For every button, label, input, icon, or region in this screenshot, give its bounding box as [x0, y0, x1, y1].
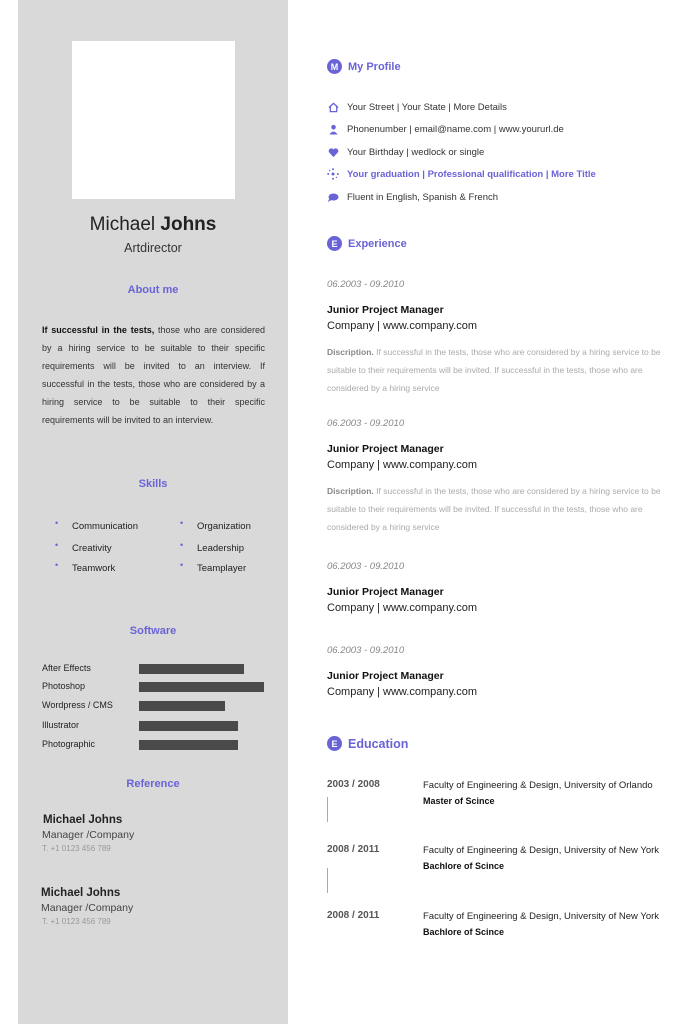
education-badge: E	[327, 736, 342, 751]
reference-name: Michael Johns	[43, 814, 123, 826]
software-label: Illustrator	[42, 720, 80, 730]
experience-date: 06.2003 - 09.2010	[327, 418, 405, 429]
bullet-icon: •	[180, 560, 184, 570]
bullet-icon: •	[55, 540, 59, 550]
experience-title: Junior Project Manager	[327, 670, 444, 682]
experience-company: Company | www.company.com	[327, 686, 477, 698]
heart-icon	[327, 146, 339, 158]
education-years: 2003 / 2008	[327, 779, 380, 790]
profile-address-row: Your Street | Your State | More Details	[327, 101, 507, 113]
education-years: 2008 / 2011	[327, 910, 380, 921]
about-bold: If successful in the tests,	[42, 325, 155, 335]
skill-item: • Organization	[180, 518, 251, 532]
education-heading	[327, 736, 408, 751]
profile-contact-row: Phonenumber | email@name.com | www.yoururl.de	[327, 123, 564, 135]
bullet-icon: •	[55, 518, 59, 528]
profile-qualification-row: Your graduation | Professional qualification | More Title	[327, 168, 596, 180]
reference-name: Michael Johns	[41, 887, 121, 899]
software-label: After Effects	[42, 663, 91, 673]
education-degree: Bachlore of Scince	[423, 927, 505, 937]
reference-role: Manager /Company	[42, 829, 135, 841]
skill-item: • Leadership	[180, 540, 245, 554]
education-heading-label: Education	[348, 736, 409, 751]
skills-heading: Skills	[138, 478, 168, 490]
name-first: Michael	[89, 214, 156, 235]
experience-company: Company | www.company.com	[327, 602, 477, 614]
person-icon	[327, 123, 339, 135]
profile-photo-placeholder	[72, 41, 235, 199]
person-name	[18, 214, 288, 236]
reference-heading: Reference	[126, 778, 180, 790]
experience-description: Discription. If successful in the tests, those who are considered by a hiring service to be suitable to their requirements will be invited. If successful in the tests, those who are considered by a hiring service	[327, 486, 661, 532]
chat-icon	[327, 191, 339, 203]
software-level-bar	[139, 664, 244, 674]
experience-title: Junior Project Manager	[327, 443, 444, 455]
experience-date: 06.2003 - 09.2010	[327, 561, 405, 572]
timeline-divider	[327, 868, 328, 893]
experience-heading-label: Experience	[348, 237, 407, 250]
profile-badge: M	[327, 59, 342, 74]
skill-item: • Teamwork	[55, 560, 116, 574]
profile-language-row: Fluent in English, Spanish & French	[327, 191, 498, 203]
software-level-bar	[139, 740, 238, 750]
sidebar	[18, 0, 288, 1024]
education-degree: Bachlore of Scince	[423, 861, 505, 871]
experience-company: Company | www.company.com	[327, 459, 477, 471]
education-school: Faculty of Engineering & Design, University of New York	[423, 911, 660, 922]
description-label: Discription.	[327, 486, 374, 496]
description-label: Discription.	[327, 347, 374, 357]
about-text	[42, 321, 265, 429]
education-degree: Master of Scince	[423, 796, 495, 806]
profile-heading	[327, 59, 401, 74]
education-school: Faculty of Engineering & Design, University of Orlando	[423, 780, 653, 791]
experience-badge: E	[327, 236, 342, 251]
person-role: Artdirector	[124, 241, 182, 255]
skill-item: • Teamplayer	[180, 560, 247, 574]
software-label: Photoshop	[42, 681, 86, 691]
experience-description: Discription. If successful in the tests, those who are considered by a hiring service to be suitable to their requirements will be invited. If successful in the tests, those who are considered by a hiring service	[327, 347, 661, 393]
education-school: Faculty of Engineering & Design, University of New York	[423, 845, 660, 856]
experience-date: 06.2003 - 09.2010	[327, 645, 405, 656]
bullet-icon: •	[180, 518, 184, 528]
profile-birthday-row: Your Birthday | wedlock or single	[327, 146, 484, 158]
reference-phone: T. +1 0123 456 789	[42, 844, 111, 853]
experience-title: Junior Project Manager	[327, 304, 444, 316]
sparkle-icon	[327, 168, 339, 180]
skill-item: • Communication	[55, 518, 138, 532]
reference-phone: T. +1 0123 456 789	[42, 917, 111, 926]
software-label: Wordpress / CMS	[42, 700, 113, 710]
bullet-icon: •	[180, 540, 184, 550]
software-level-bar	[139, 682, 264, 692]
profile-heading-label: My Profile	[348, 60, 401, 73]
experience-date: 06.2003 - 09.2010	[327, 279, 405, 290]
software-heading: Software	[129, 625, 177, 637]
reference-role: Manager /Company	[41, 902, 134, 914]
home-icon	[327, 101, 339, 113]
bullet-icon: •	[55, 560, 59, 570]
experience-company: Company | www.company.com	[327, 320, 477, 332]
about-body: those who are considered by a hiring service to be suitable to their specific requirements will be invited to an interview. If successful in the tests, those who are considered by a hiring service to be suitable to their specific requirements will be invited to an interview.	[42, 325, 265, 425]
skill-item: • Creativity	[55, 540, 112, 554]
education-years: 2008 / 2011	[327, 844, 380, 855]
software-level-bar	[139, 721, 238, 731]
name-last: Johns	[160, 214, 217, 235]
timeline-divider	[327, 797, 328, 822]
experience-title: Junior Project Manager	[327, 586, 444, 598]
about-heading: About me	[127, 284, 179, 296]
software-level-bar	[139, 701, 225, 711]
experience-heading	[327, 236, 407, 251]
software-label: Photographic	[42, 739, 96, 749]
